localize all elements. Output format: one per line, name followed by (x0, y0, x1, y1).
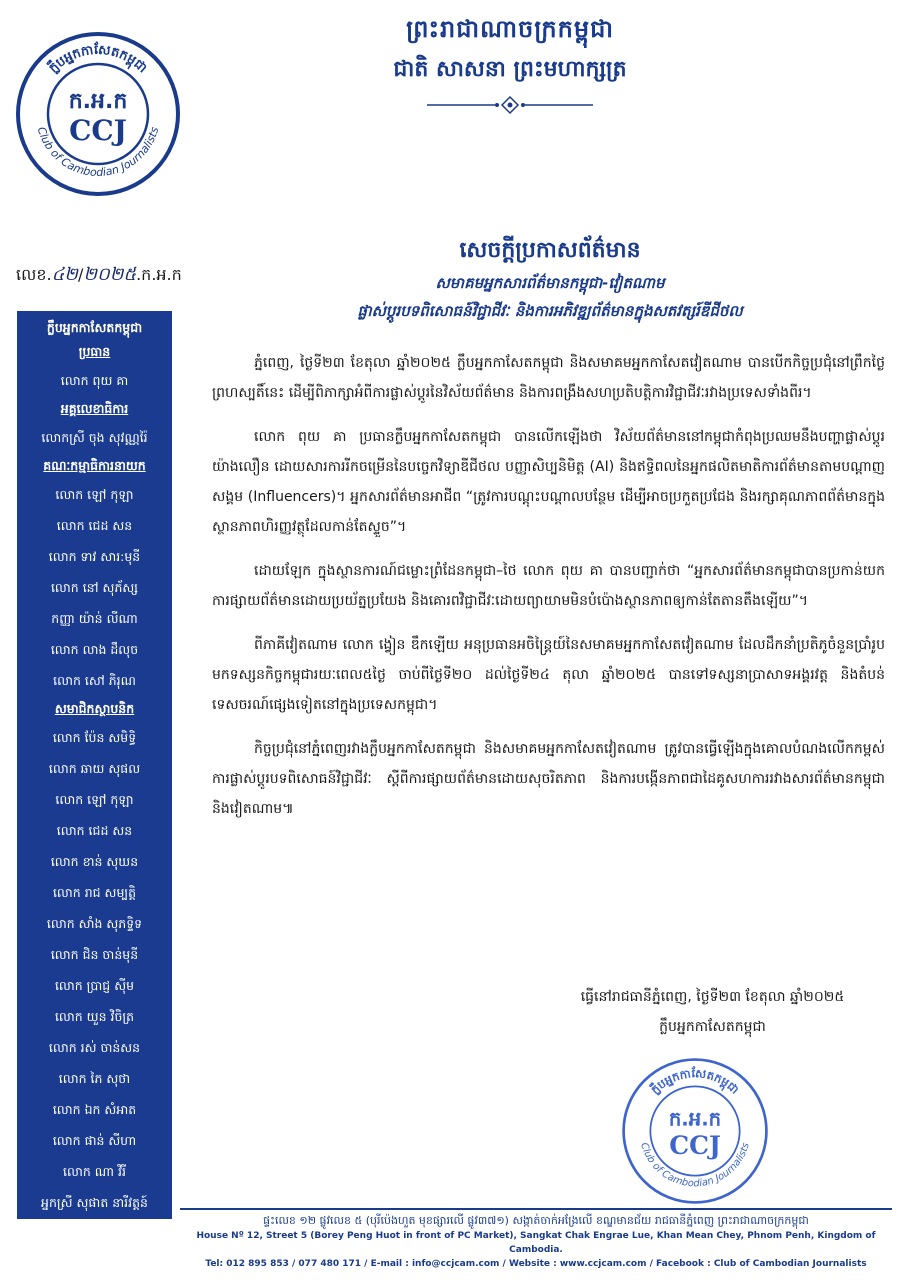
national-motto: ជាតិ សាសនា ព្រះមហាក្សត្រ (393, 57, 627, 82)
ref-suffix: ក.អ.ក (141, 265, 182, 284)
member-name: លោក ផាន់ សីហា (52, 1133, 137, 1148)
document-subtitle-org: សមាគមអ្នកសារព័ត៌មានកម្ពុជា-វៀតណាម (435, 274, 665, 292)
reference-number: លេខ.៤២/២០២៥.ក.អ.ក (16, 264, 182, 285)
member-name: លោក ជេដ សន (56, 823, 133, 838)
paragraph: ពីភាគីវៀតណាម លោក ង្វៀន ឌឹកឡើយ អនុប្រធានអចិន្ត្រៃយ៍នៃសមាគមអ្នកកាសែតវៀតណាម ដែលដឹកនាំប្រតិភូចំនួនប្រាំរូប មកទស្សនកិច្ចកម្ពុជារយៈពេល៥ថ្ងៃ ចាប់ពីថ្ងៃទី២០ ដល់ថ្ងៃទី២៤ តុលា ឆ្នាំ២០២៥ បានទៅទស្សនាប្រាសាទអង្គរវត្ត និងតំបន់ទេសចរណ៍ផ្សេងទៀតនៅក្នុងប្រទេសកម្ពុជា។ (212, 637, 885, 713)
member-name: លោក ជេដ សន (56, 518, 133, 533)
member-name: លោក យូ បូ (66, 1226, 123, 1241)
member-name: លោក ឯក សំអាត (52, 1102, 137, 1117)
sidebar-role-heading: អគ្គលេខាធិការ (60, 401, 129, 416)
member-name: លោក រាជ សម្បត្តិ (52, 885, 137, 900)
member-name: លោក សៅ ភិរុណ (53, 673, 136, 688)
footer-address-kh: ផ្ទះលេខ ១២ ផ្លូវលេខ ៥ (បុរីប៉េងហួត មុខផ្សារលើ ផ្លូវ៣៧១) សង្កាត់ចាក់អង្រែលើ ខណ្ឌមានជ័យ រាជធានីភ្នំពេញ ព្រះរាជាណាចក្រកម្ពុជា (263, 1214, 809, 1227)
closing-block (540, 982, 885, 1042)
kingdom-title: ព្រះរាជាណាចក្រកម្ពុជា (406, 15, 614, 43)
member-name: លោក ជិន ចាន់មុនី (50, 947, 139, 962)
document-subtitle-topic: ផ្លាស់ប្តូរបទពិសោធន៍វិជ្ជាជីវៈ និងការអភិវឌ្ឍព័ត៌មានក្នុងសតវត្សរ៍ឌីជីថល (357, 302, 743, 320)
member-name: លោក យួន វិចិត្រ (54, 1009, 135, 1024)
press-release-heading (210, 236, 890, 324)
place-date: ធ្វើនៅរាជធានីភ្នំពេញ, ថ្ងៃទី២៣ ខែតុលា ឆ្នាំ២០២៥ (580, 989, 845, 1005)
member-name: លោក ឆាយ សុផល (48, 761, 141, 776)
footer-divider (180, 1208, 892, 1210)
ccj-stamp (620, 1056, 770, 1206)
ref-year: ២០២៥ (83, 264, 137, 285)
member-name: លោក លាង ដឹលុច (50, 642, 139, 657)
member-name: លោក ភៃ សុថា (58, 1071, 131, 1086)
sidebar-role-heading: សមាជិកស្ថាបនិក (54, 701, 135, 716)
member-name: លោក ទាវ សារ:មុនី (48, 549, 141, 564)
signatory: ក្លឹបអ្នកកាសែតកម្ពុជា (659, 1019, 766, 1035)
ornament-divider-icon (425, 95, 595, 115)
footer-address-en: House Nº 12, Street 5 (Borey Peng Huot in front of PC Market), Sangkat Chak Engrae Lue, Khan Mean Chey, Phnom Penh, Kingdom of Cambodia. (196, 1231, 876, 1255)
stamp-arc-kh: ក្លឹបអ្នកកាសែតកម្ពុជា (647, 1066, 742, 1097)
ref-number: ៤២ (51, 264, 78, 285)
member-name: លោក រស់ ចាន់សន (48, 1040, 141, 1055)
committee-sidebar (17, 311, 172, 1241)
member-name: លោក ឡៅ កុឡា (55, 487, 134, 502)
member-name: លោក ប្រាជ្ញ ស៊ីម (54, 978, 135, 993)
document-title: សេចក្តីប្រកាសព័ត៌មាន (459, 238, 641, 263)
member-name: លោក ពុយ គា (60, 373, 129, 388)
stamp-arc-en: Club of Cambodian Journalists (638, 1141, 752, 1190)
logo-abbr-en: CCJ (69, 114, 127, 147)
member-name: លោក ឡៅ កុឡា (55, 792, 134, 807)
member-name: លោក ខាន់ សុឃន (50, 854, 139, 869)
sidebar-role-heading: គណៈកម្មាធិការនាយក (43, 458, 146, 473)
member-name: អ្នកស្រី សុផាត នារីវត្តន៍ (41, 1195, 148, 1210)
letterhead (260, 14, 760, 119)
footer-contact: Tel: 012 895 853 / 077 480 171 / E-mail : info@ccjcam.com / Website : www.ccjcam.com / Facebook : Club of Cambodian Journalists (205, 1259, 867, 1269)
paragraph: ដោយឡែក ក្នុងស្ថានការណ៍ជម្លោះព្រំដែនកម្ពុជា–ថៃ លោក ពុយ គា បានបញ្ជាក់ថា “អ្នកសារព័ត៌មានកម្ពុជាបានប្រកាន់យកការផ្សាយព័ត៌មានដោយប្រយ័ត្នប្រយែង និងគោរពវិជ្ជាជីវៈដោយព្យាយាមមិនបំប៉ោងស្ថានភាពឲ្យកាន់តែតានតឹងឡើយ”។ (212, 563, 885, 609)
sidebar-club-name: ក្លឹបអ្នកកាសែតកម្ពុជា (46, 320, 143, 335)
paragraph: កិច្ចប្រជុំនៅភ្នំពេញរវាងក្លឹបអ្នកកាសែតកម្ពុជា និងសមាគមអ្នកកាសែតវៀតណាម ត្រូវបានធ្វើឡើងក្នុងគោលបំណងលើកកម្ពស់ការផ្លាស់ប្តូរបទពិសោធន៍វិជ្ជាជីវៈ ស្តីពីការផ្សាយព័ត៌មានដោយសុចរិតភាព និងការបង្កើនភាពជាដៃគូសហការរវាងសារព័ត៌មានកម្ពុជា និងវៀតណាម៕ (212, 741, 885, 817)
footer (180, 1213, 892, 1271)
ccj-logo (14, 30, 182, 198)
logo-abbr-kh: ក.អ.ក (68, 89, 128, 114)
member-name: លោក ប៉ែន សមិទ្ធិ (52, 730, 137, 745)
member-name: លោក សាំង សុភទ្ទិទ (46, 916, 143, 931)
paragraph: ភ្នំពេញ, ថ្ងៃទី២៣ ខែតុលា ឆ្នាំ២០២៥ ក្លឹបអ្នកកាសែតកម្ពុជា និងសមាគមអ្នកកាសែតវៀតណាម បានបើកកិច្ចប្រជុំនៅព្រឹកថ្ងៃព្រហស្បតិ៍នេះ ដើម្បីពិភាក្សាអំពីការផ្លាស់ប្តូរនៃវិស័យព័ត៌មាន និងការពង្រឹងសហប្រតិបត្តិការវិជ្ជាជីវៈរវាងប្រទេសទាំងពីរ។ (212, 355, 885, 401)
member-name: កញ្ញា យ៉ាន់ លីណា (51, 611, 138, 626)
logo-arc-en: Club of Cambodian Journalists (34, 125, 162, 180)
paragraph: លោក ពុយ គា ប្រធានក្លឹបអ្នកកាសែតកម្ពុជា បានលើកឡើងថា វិស័យព័ត៌មាននៅកម្ពុជាកំពុងប្រឈមនឹងបញ្ហាផ្លាស់ប្តូរយ៉ាងលឿន ដោយសារការរីកចម្រើននៃបច្ចេកវិទ្យាឌីជីថល បញ្ញាសិប្បនិមិត្ត (AI) និងឥទ្ធិពលនៃអ្នកផលិតមាតិការព័ត៌មានតាមបណ្តាញសង្គម (Influencers)។ អ្នកសារព័ត៌មានអាជីព “ត្រូវការបណ្តុះបណ្តាលបន្ថែម ដើម្បីអាចប្រកួតប្រជែង និងរក្សាគុណភាពព័ត៌មានក្នុងស្ថានភាពហិរញ្ញវត្ថុដែលកាន់តែស្ទួច”។ (212, 429, 885, 535)
svg-text:ក្លឹបអ្នកកាសែតកម្ពុជា (45, 41, 150, 77)
ref-prefix: លេខ. (16, 265, 52, 284)
member-name: លោក ណា វិរី (63, 1164, 126, 1179)
svg-text:ក្លឹបអ្នកកាសែតកម្ពុជា (647, 1066, 742, 1097)
stamp-abbr-en: CCJ (669, 1131, 721, 1161)
member-name: លោកស្រី ចុង សុវណ្ណរ៉ៃ (41, 430, 148, 445)
press-release-body (212, 348, 885, 838)
stamp-abbr-kh: ក.អ.ក (668, 1107, 722, 1131)
logo-arc-kh: ក្លឹបអ្នកកាសែតកម្ពុជា (46, 42, 150, 77)
sidebar-role-heading: ប្រធាន (78, 344, 111, 359)
member-name: លោក នៅ សុភ័ស្ស (50, 580, 139, 595)
